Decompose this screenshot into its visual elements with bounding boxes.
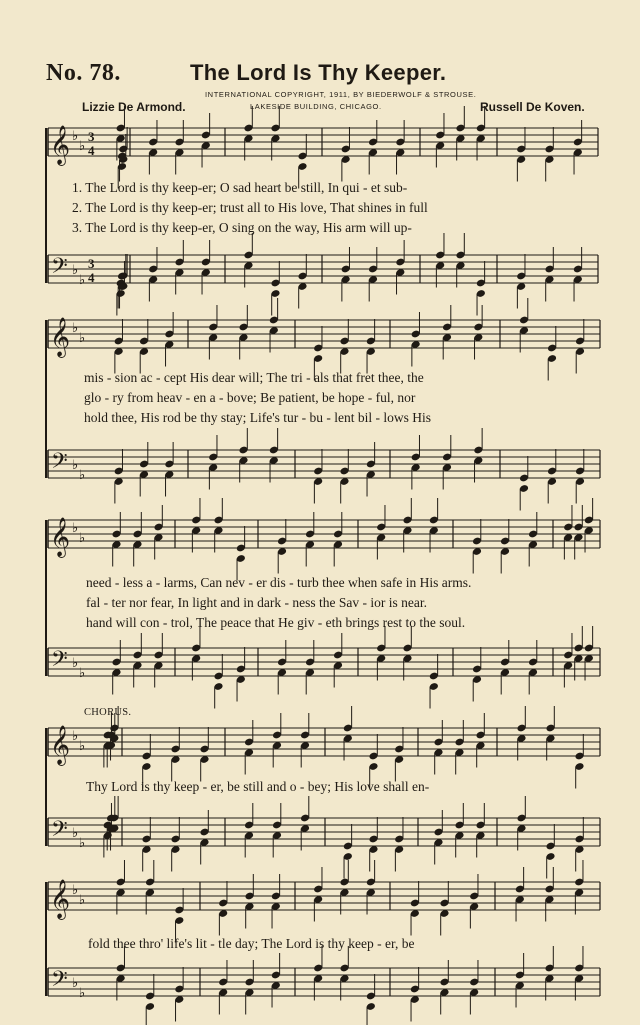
treble-clef-icon: 𝄞 [50,517,71,557]
lyric-verse-2: fal - ter nor fear, In light and in dark - ness the Sav - ior is near. [86,595,427,610]
lyrics-system-4 [86,777,606,797]
hymn-number: No. 78. [46,60,121,86]
treble-clef-icon: 𝄞 [50,879,71,919]
lyric-verse-2: glo - ry from heav - en a - bove; Be patient, be hope - ful, nor [84,390,416,405]
flat-icon: ♭ [79,531,86,546]
lyricist: Lizzie De Armond. [82,100,186,114]
lyric-verse-1: 1. The Lord is thy keep-er; O sad heart be still, In qui - et sub- [72,180,408,195]
flat-icon: ♭ [72,656,79,671]
flat-icon: ♭ [72,826,79,841]
lyrics-system-1 [72,178,592,238]
flat-icon: ♭ [79,139,86,154]
lyric-verse-1: mis - sion ac - cept His dear will; The tri - als that fret thee, the [84,370,424,385]
lyric-chorus-2: fold thee thro' life's lit - tle day; The Lord is thy keep - er, be [88,936,415,951]
flat-icon: ♭ [79,468,86,483]
flat-icon: ♭ [72,129,79,144]
flat-icon: ♭ [72,883,79,898]
flat-icon: ♭ [79,739,86,754]
flat-icon: ♭ [79,666,86,681]
bass-clef-icon: 𝄢 [51,967,68,997]
lyric-verse-3: 3. The Lord is thy keep-er, O sing on the way, His arm will up- [72,220,412,235]
treble-clef-icon: 𝄞 [50,317,71,357]
flat-icon: ♭ [79,986,86,1001]
bass-clef-icon: 𝄢 [51,817,68,847]
hymn-title: The Lord Is Thy Keeper. [190,60,447,85]
composer: Russell De Koven. [480,100,585,114]
flat-icon: ♭ [79,893,86,908]
lyric-verse-3: hand will con - trol, The peace that He giv - eth brings rest to the soul. [86,615,466,630]
flat-icon: ♭ [72,321,79,336]
lyric-verse-3: hold thee, His rod be thy stay; Life's tur - bu - lent bil - lows His [84,410,432,425]
lyric-chorus-1: Thy Lord is thy keep - er, be still and o - bey; His love shall en- [86,779,430,794]
bass-clef-icon: 𝄢 [51,647,68,677]
flat-icon: ♭ [72,976,79,991]
flat-icon: ♭ [72,458,79,473]
flat-icon: ♭ [79,331,86,346]
time-signature-bottom: 4 [88,270,95,285]
lyrics-system-2 [84,368,604,428]
time-signature-bottom: 4 [88,143,95,158]
flat-icon: ♭ [72,263,79,278]
lyric-verse-2: 2. The Lord is thy keep-er; trust all to His love, That shines in full [72,200,428,215]
time-signature-top: 3 [88,256,95,271]
lyrics-system-5 [88,934,608,954]
lyric-verse-1: need - less a - larms, Can nev - er dis - turb thee when safe in His arms. [86,575,472,590]
chorus-label: CHORUS. [84,707,132,718]
bass-clef-icon: 𝄢 [51,254,68,284]
copyright-line-2: LAKESIDE BUILDING, CHICAGO. [250,102,382,111]
flat-icon: ♭ [72,729,79,744]
flat-icon: ♭ [79,273,86,288]
lyrics-system-3 [86,573,606,633]
bass-clef-icon: 𝄢 [51,449,68,479]
treble-clef-icon: 𝄞 [50,725,71,765]
flat-icon: ♭ [72,521,79,536]
treble-clef-icon: 𝄞 [50,125,71,165]
time-signature-top: 3 [88,129,95,144]
flat-icon: ♭ [79,836,86,851]
copyright-line-1: INTERNATIONAL COPYRIGHT, 1911, BY BIEDERWOLF & STROUSE. [205,90,477,99]
